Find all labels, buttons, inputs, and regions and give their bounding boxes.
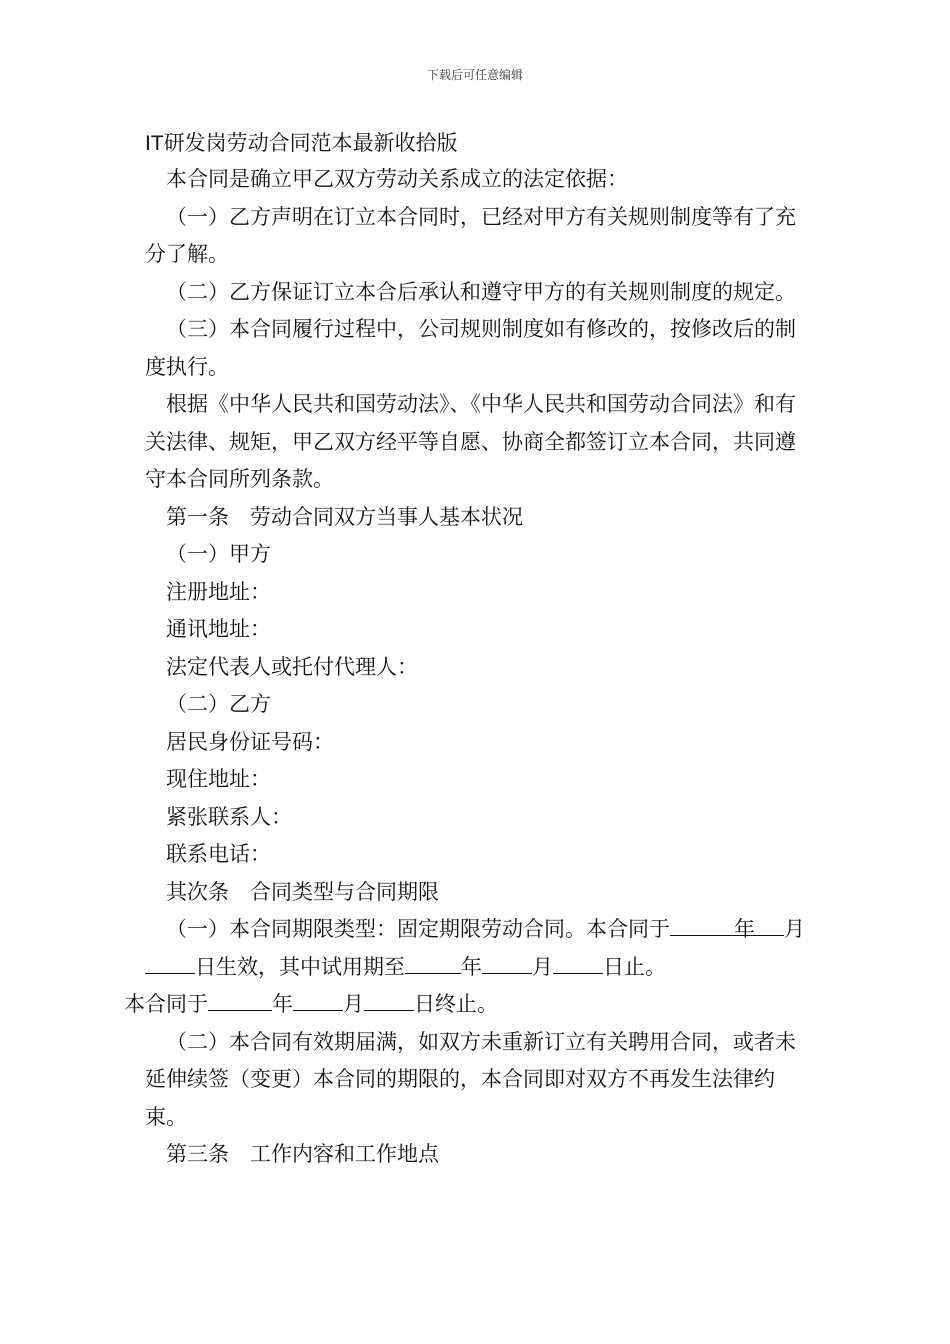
year-label: 年 xyxy=(734,917,755,941)
title-prefix: IT xyxy=(145,132,164,155)
party-a-heading: （一）甲方 xyxy=(166,542,271,566)
blank-end-year xyxy=(208,988,272,1011)
blank-end-day xyxy=(364,988,414,1011)
clause-paragraph-3: （三）本合同履行过程中，公司规则制度如有修改的，按修改后的制度执行。 xyxy=(145,317,796,379)
document-title xyxy=(145,126,810,161)
expiry-paragraph: （二）本合同有效期届满，如双方未重新订立有关聘用合同，或者未延伸续签（变更）本合同的期限的，本合同即对双方不再发生法律约束。 xyxy=(145,1029,796,1129)
current-address-field: 现住地址： xyxy=(166,767,271,791)
page-header-note: 下载后可任意编辑 xyxy=(426,68,523,82)
effective-text: 日生效，其中试用期至 xyxy=(195,954,405,979)
blank-start-month xyxy=(734,913,784,936)
article-3-heading: 第三条 工作内容和工作地点 xyxy=(166,1142,439,1166)
title-text: 研发岗劳动合同范本最新收拾版 xyxy=(163,131,458,155)
contract-term-paragraph xyxy=(124,911,810,1024)
intro-paragraph: 本合同是确立甲乙双方劳动关系成立的法定依据： xyxy=(166,167,628,191)
month-label: 月 xyxy=(343,992,364,1016)
month-label: 月 xyxy=(532,954,553,979)
year-label: 年 xyxy=(272,992,293,1016)
legal-basis-paragraph: 根据《中华人民共和国劳动法》、《中华人民共和国劳动合同法》和有关法律、规矩，甲乙双方经平等自愿、协商全都签订立本合同，共同遵守本合同所列条款。 xyxy=(145,392,796,491)
clause-paragraph-1: （一）乙方声明在订立本合同时，已经对甲方有关规则制度等有了充分了解。 xyxy=(145,204,796,266)
contract-text: 本合同于 xyxy=(124,992,208,1016)
document-body xyxy=(124,126,810,1174)
registered-address-field: 注册地址： xyxy=(166,579,271,604)
clause-paragraph-2: （二）乙方保证订立本合后承认和遵守甲方的有关规则制度的规定。 xyxy=(166,279,796,304)
end-text: 日止。 xyxy=(603,954,666,979)
article-2-heading: 其次条 合同类型与合同期限 xyxy=(166,879,439,904)
blank-start-day xyxy=(145,951,195,974)
blank-end-month xyxy=(293,988,343,1011)
blank-start-year xyxy=(670,913,734,936)
month-label: 月 xyxy=(784,917,805,941)
phone-field: 联系电话： xyxy=(166,842,271,866)
terminate-text: 日终止。 xyxy=(414,992,498,1016)
term-text: （一）本合同期限类型：固定期限劳动合同。本合同于 xyxy=(166,917,670,941)
blank-probation-year xyxy=(405,951,461,974)
party-b-heading: （二）乙方 xyxy=(166,692,271,716)
article-1-heading: 第一条 劳动合同双方当事人基本状况 xyxy=(166,504,523,529)
mailing-address-field: 通讯地址： xyxy=(166,617,271,641)
year-label: 年 xyxy=(461,954,482,979)
blank-probation-day xyxy=(553,951,603,974)
id-number-field: 居民身份证号码： xyxy=(166,729,334,754)
emergency-contact-field: 紧张联系人： xyxy=(166,804,292,829)
blank-probation-month xyxy=(482,951,532,974)
legal-representative-field: 法定代表人或托付代理人： xyxy=(166,654,418,679)
